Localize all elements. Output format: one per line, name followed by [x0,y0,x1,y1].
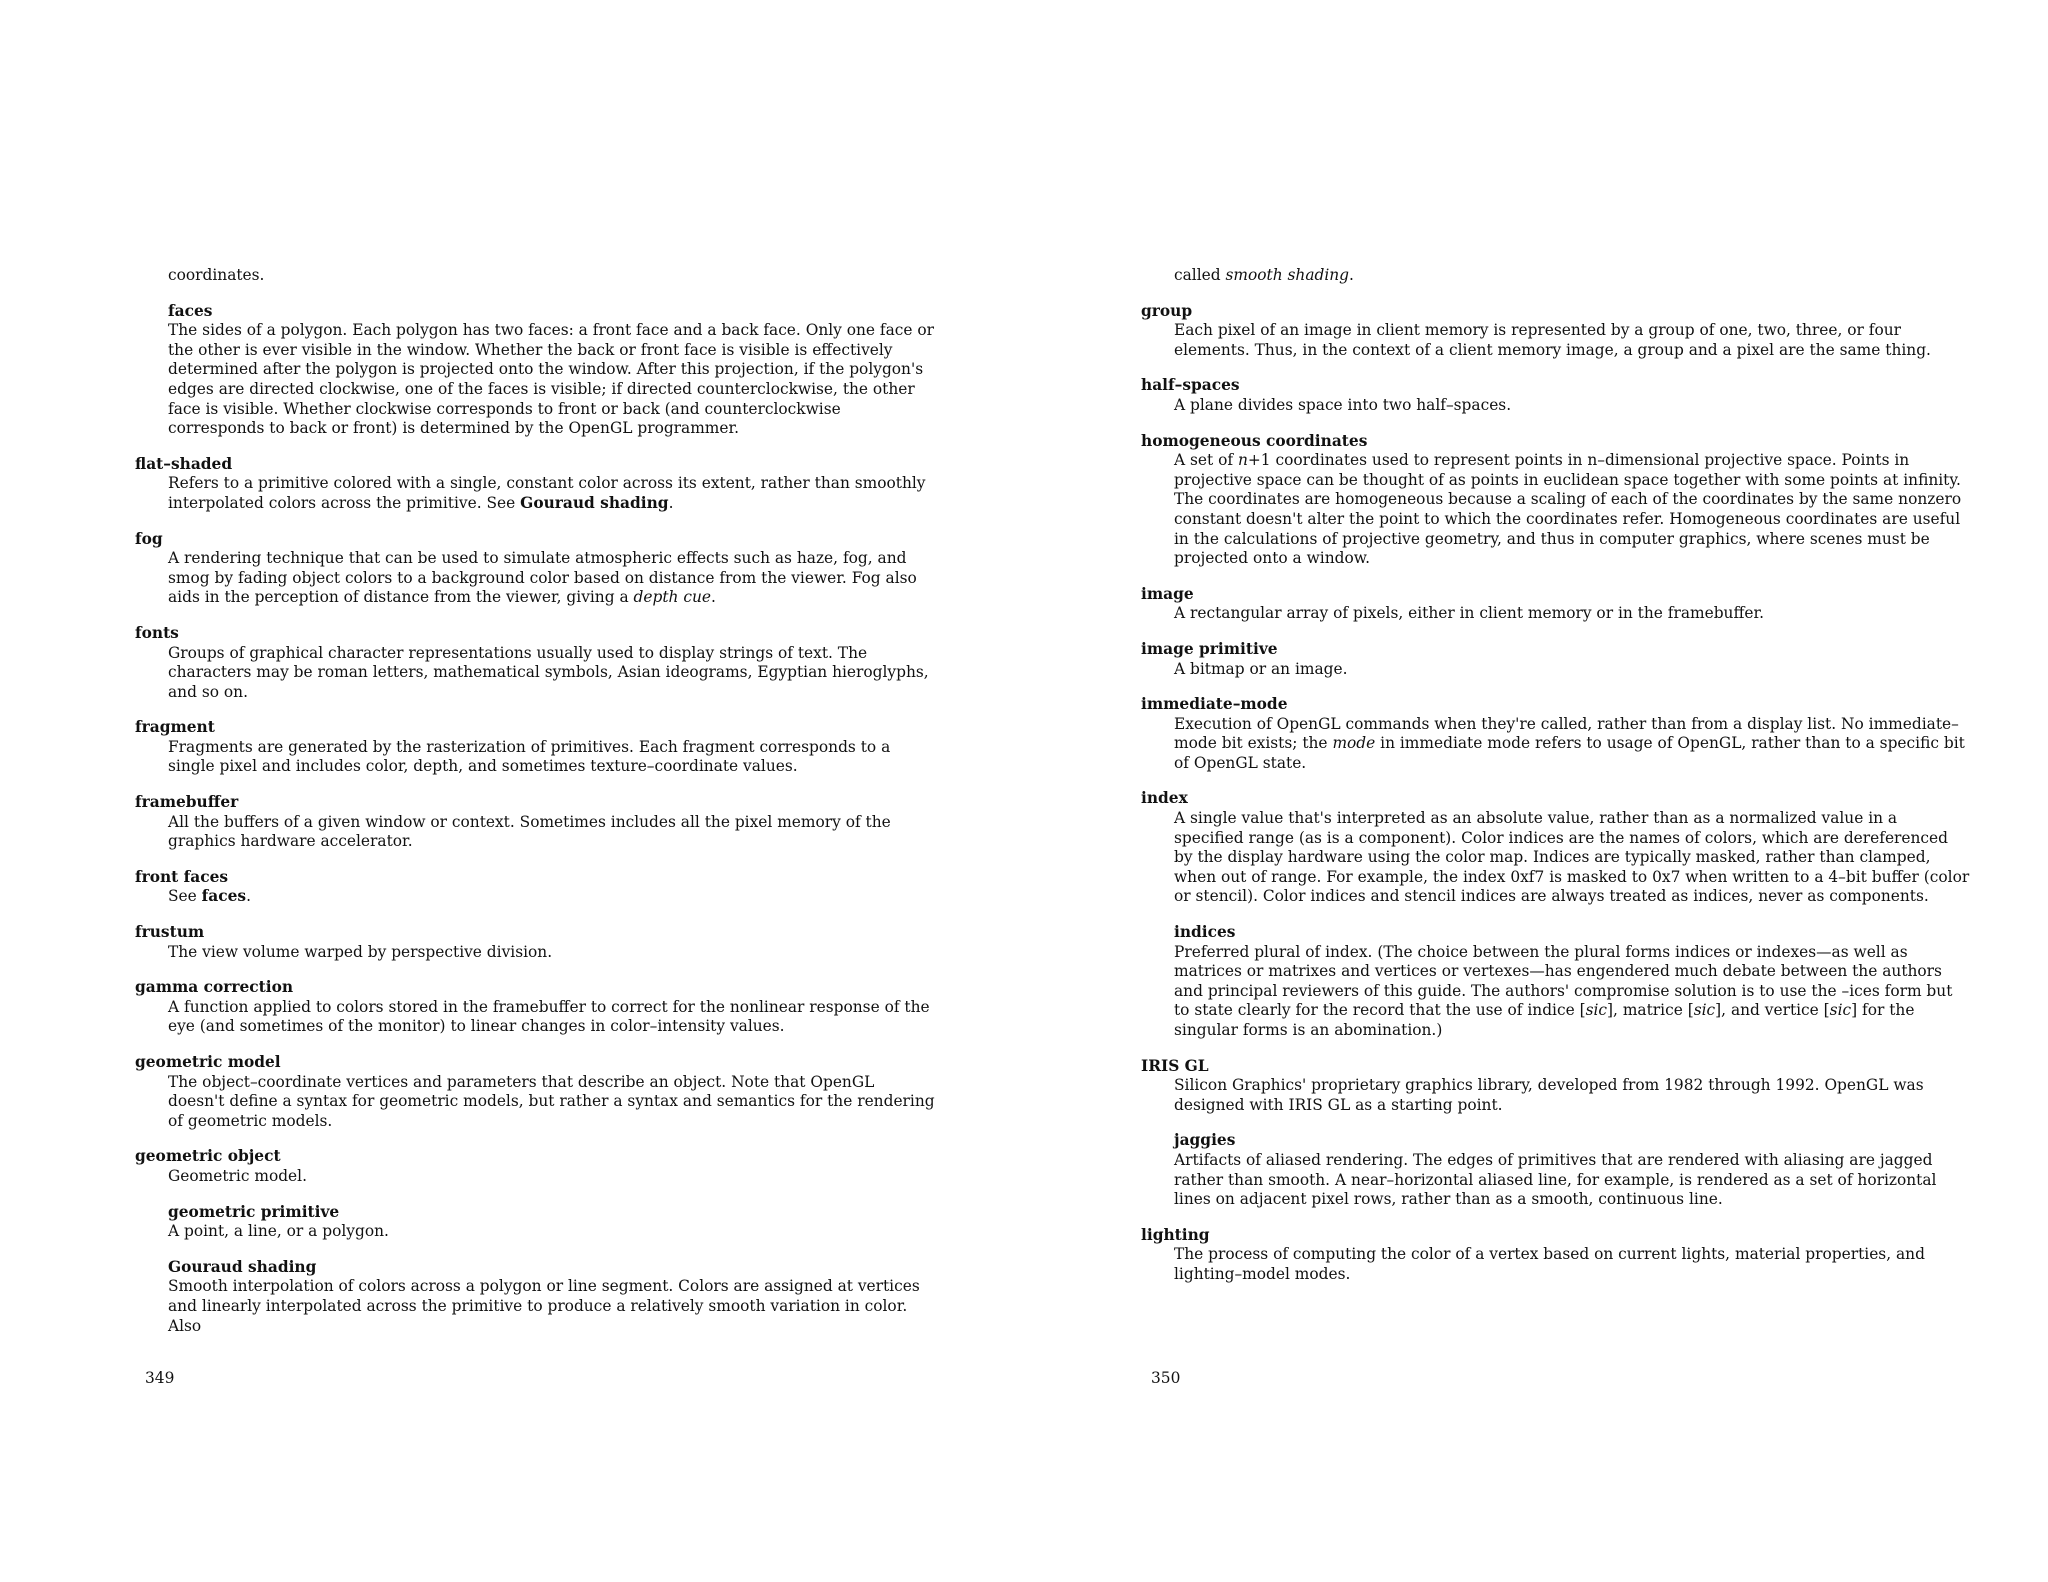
term: fonts [135,623,179,642]
term: image [1141,584,1194,603]
definition: The process of computing the color of a vertex based on current lights, material properties, and lighting–model modes. [1174,1245,1925,1283]
term: front faces [135,867,229,886]
term: group [1141,301,1193,320]
right-page [1024,0,2048,1582]
term: framebuffer [135,793,239,812]
term: IRIS GL [1141,1056,1209,1075]
term: gamma correction [135,978,294,997]
definition: The sides of a polygon. Each polygon has two faces: a front face and a back face. Only one face or the other is ever visible in the window. Whether the back or front face is visible is effectively determined after the polygon is projected onto the window. After this projection, if the polygon's edges are directed clockwise, one of the faces is visible; if directed counterclockwise, the other face is visible. Whether clockwise corresponds to front or back (and counterclockwise corresponds to back or front) is determined by the OpenGL programmer. [168,321,935,438]
page-number: 350 [1151,1369,1181,1387]
entry-index [1141,789,1971,907]
definition: Fragments are generated by the rasterization of primitives. Each fragment corresponds to a single pixel and includes color, depth, and sometimes texture–coordinate values. [168,737,891,776]
term: lighting [1141,1225,1210,1244]
entry-immediate-mode [1141,695,1971,773]
definition: The view volume warped by perspective division. [168,942,553,961]
entry-geometric-model [135,1053,935,1131]
entry-faces [135,302,935,439]
entry-iris-gl [1141,1057,1971,1116]
definition: A single value that's interpreted as an absolute value, rather than as a normalized value in a specified range (as is a component). Color indices are the names of colors, which are dereferenced by the display hardware using the color map. Indices are typically masked, rather than clamped, when out of range. For example, the index 0xf7 is masked to 0x7 when written to a 4–bit buffer (color or stencil). Color indices and stencil indices are always treated as indices, never as components. [1174,809,1970,906]
term: indices [1174,923,1236,942]
entry-frustum [135,923,935,962]
term: fragment [135,718,215,737]
definition: Silicon Graphics' proprietary graphics library, developed from 1982 through 1992. OpenGL was designed with IRIS GL as a starting point. [1174,1076,1924,1114]
continued-text: coordinates. [168,266,265,284]
entry-jaggies [1141,1131,1971,1209]
definition: A plane divides space into two half–spaces. [1174,395,1512,414]
definition: A bitmap or an image. [1174,659,1348,678]
definition: A function applied to colors stored in the framebuffer to correct for the nonlinear response of the eye (and sometimes of the monitor) to linear changes in color–intensity values. [168,997,930,1036]
term: flat–shaded [135,454,233,473]
term: geometric object [135,1147,281,1166]
glossary-entries-right [1141,266,1971,1301]
entry-geometric-object [135,1147,935,1186]
term: geometric model [135,1053,281,1071]
entry-fragment [135,718,935,777]
continued-text: called smooth shading. [1174,266,1354,284]
glossary-entries-left [135,266,935,1352]
definition: Each pixel of an image in client memory is represented by a group of one, two, three, or four elements. Thus, in the context of a client memory image, a group and a pixel are the same thing. [1174,321,1931,359]
cross-reference: Gouraud shading [520,493,669,512]
term: fog [135,529,163,548]
definition: Smooth interpolation of colors across a polygon or line segment. Colors are assigned at vertices and linearly interpolated across the primitive to produce a relatively smooth variation in color. Also [168,1277,920,1335]
definition: Execution of OpenGL commands when they're called, rather than from a display list. No immediate–mode bit exists; the mode in immediate mode refers to usage of OpenGL, rather than to a specific bit of OpenGL state. [1174,714,1965,772]
entry-image-primitive [1141,640,1971,679]
term: immediate–mode [1141,695,1288,714]
term: geometric primitive [168,1202,340,1221]
definition: See faces. [168,887,251,906]
entry-flat-shaded [135,455,935,514]
definition: Groups of graphical character representations usually used to display strings of text. The characters may be roman letters, mathematical symbols, Asian ideograms, Egyptian hieroglyphs, and so on. [168,643,929,701]
definition: Refers to a primitive colored with a single, constant color across its extent, rather than smoothly interpolated colors across the primitive. See Gouraud shading. [168,474,926,512]
entry-homogeneous-coordinates [1141,432,1971,569]
definition: A rendering technique that can be used to simulate atmospheric effects such as haze, fog, and smog by fading object colors to a background color based on distance from the viewer. Fog also aids in the perception of distance from the viewer, giving a depth cue. [168,549,917,607]
term: homogeneous coordinates [1141,431,1368,450]
entry-gamma-correction [135,978,935,1037]
entry-lighting [1141,1226,1971,1285]
definition: Artifacts of aliased rendering. The edges of primitives that are rendered with aliasing are jagged rather than smooth. A near–horizontal aliased line, for example, is rendered as a set of horizontal lines on adjacent pixel rows, rather than as a smooth, continuous line. [1174,1150,1937,1209]
entry-image [1141,585,1971,624]
term: jaggies [1174,1131,1236,1150]
entry-fonts [135,624,935,702]
entry-fog [135,530,935,608]
page-number: 349 [145,1369,175,1387]
term: index [1141,789,1188,808]
term: half–spaces [1141,376,1240,395]
definition: Preferred plural of index. (The choice between the plural forms indices or indexes—as well as matrices or matrixes and vertices or vertexes—has engendered much debate between the authors and principal reviewers of this guide. The authors' compromise solution is to use the –ices form but to state clearly for the record that the use of indice [sic], matrice [sic], and vertice [sic] for the singular forms is an abomination.) [1174,942,1953,1039]
entry-framebuffer [135,793,935,852]
term: frustum [135,923,205,942]
entry-half-spaces [1141,376,1971,415]
definition: Geometric model. [168,1166,307,1185]
term: Gouraud shading [168,1257,317,1276]
term: image primitive [1141,639,1278,658]
cross-reference: faces [201,887,247,906]
entry-group [1141,302,1971,361]
entry-gouraud-shading [135,1258,935,1336]
definition: The object–coordinate vertices and parameters that describe an object. Note that OpenGL doesn't define a syntax for geometric models, but rather a syntax and semantics for the rendering of geometric models. [168,1072,935,1130]
entry-geometric-primitive [135,1203,935,1242]
entry-front-faces [135,868,935,907]
entry-indices [1141,923,1971,1041]
definition: All the buffers of a given window or context. Sometimes includes all the pixel memory of the graphics hardware accelerator. [168,812,891,851]
definition: A rectangular array of pixels, either in client memory or in the framebuffer. [1174,604,1765,623]
definition: A set of n+1 coordinates used to represent points in n–dimensional projective space. Points in projective space can be thought of as points in euclidean space together with some points at infinity. The coordinates are homogeneous because a scaling of each of the coordinates by the same nonzero constant doesn't alter the point to which the coordinates refer. Homogeneous coordinates are useful in the calculations of projective geometry, and thus in computer graphics, where scenes must be projected onto a window. [1174,451,1962,568]
term: faces [168,301,213,320]
definition: A point, a line, or a polygon. [168,1222,389,1241]
